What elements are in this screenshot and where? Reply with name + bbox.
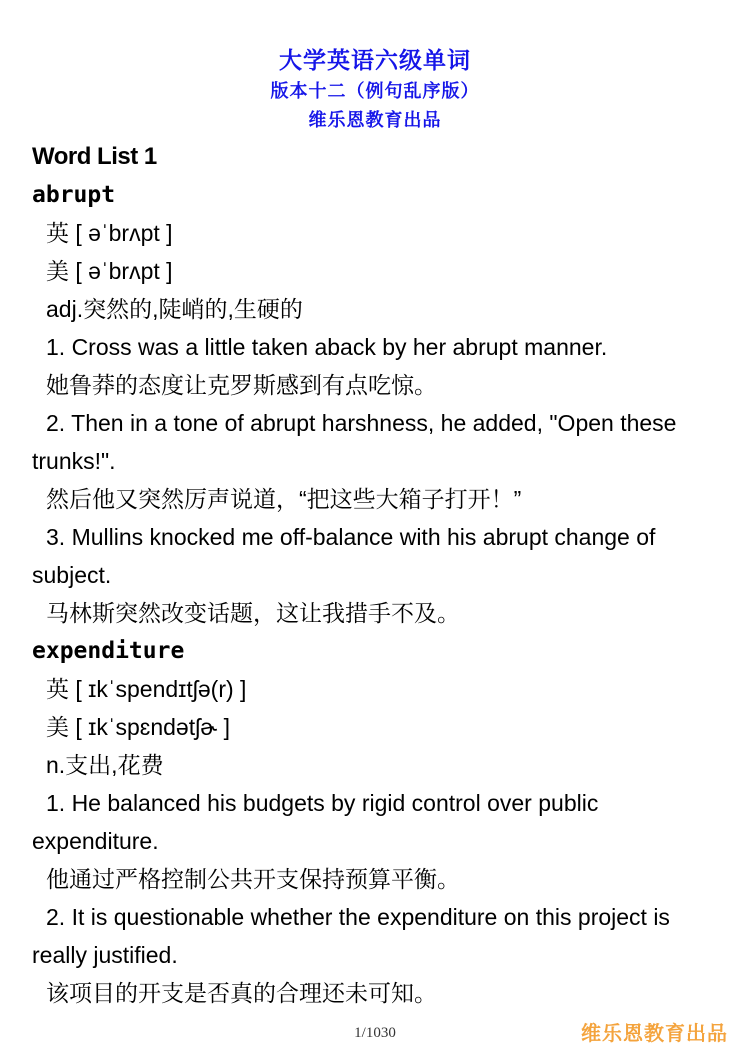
uk-pronunciation: 英 [ ɪkˈspendɪtʃə(r) ] [46,676,247,702]
example-chinese: 马林斯突然改变话题，这让我措手不及。 [46,600,460,626]
example-english: 3. Mullins knocked me off-balance with his abrupt change of subject. [32,524,656,588]
document-publisher: 维乐恩教育出品 [308,110,442,130]
example-chinese: 她鲁莽的态度让克罗斯感到有点吃惊。 [46,372,437,398]
document-header [0,44,750,134]
word-list-title: Word List 1 [32,143,157,170]
word-entry-expenditure [32,632,722,1012]
example-chinese: 然后他又突然厉声说道，“把这些大箱子打开！” [46,486,522,512]
headword: abrupt [32,182,116,208]
us-pronunciation: 美 [ əˈbrʌpt ] [46,258,173,284]
document-subtitle: 版本十二（例句乱序版） [270,81,480,101]
page-number: 1/1030 [354,1025,396,1041]
document-title: 大学英语六级单词 [279,47,471,73]
example-chinese: 该项目的开支是否真的合理还未可知。 [46,980,437,1006]
definition: adj.突然的,陡峭的,生硬的 [46,296,303,322]
example-chinese: 他通过严格控制公共开支保持预算平衡。 [46,866,460,892]
example-english: 2. Then in a tone of abrupt harshness, he added, "Open these trunks!". [32,410,677,474]
example-english: 1. He balanced his budgets by rigid control over public expenditure. [32,790,599,854]
word-list [32,138,722,1012]
headword: expenditure [32,638,185,664]
us-pronunciation: 美 [ ɪkˈspɛndətʃɚ ] [46,714,230,740]
example-english: 2. It is questionable whether the expenditure on this project is really justified. [32,904,670,968]
word-entry-abrupt [32,176,722,632]
publisher-watermark: 维乐恩教育出品 [581,1021,728,1045]
example-english: 1. Cross was a little taken aback by her abrupt manner. [46,334,608,360]
definition: n.支出,花费 [46,752,164,778]
uk-pronunciation: 英 [ əˈbrʌpt ] [46,220,173,246]
